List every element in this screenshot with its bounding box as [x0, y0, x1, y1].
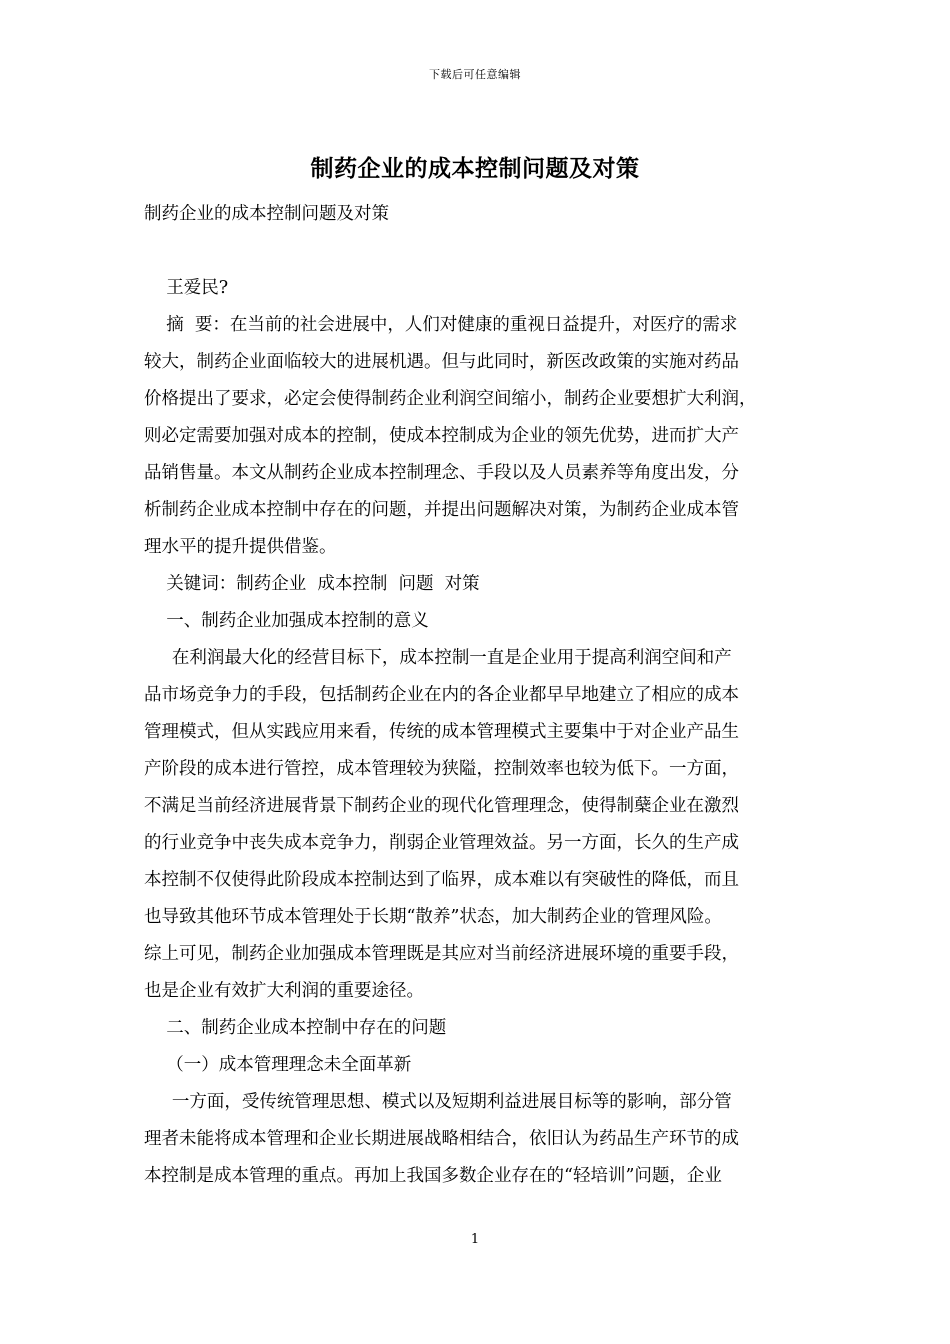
abstract-line: 品销售量。本文从制药企业成本控制理念、手段以及人员素养等角度出发，分: [144, 463, 739, 483]
paragraph-line: 本控制不仅使得此阶段成本控制达到了临界，成本难以有突破性的降低，而且: [144, 870, 739, 890]
abstract-line: 摘 要：在当前的社会进展中，人们对健康的重视日益提升，对医疗的需求: [144, 315, 738, 335]
page-number: 1: [470, 1232, 480, 1247]
abstract-line: 价格提出了要求，必定会使得制药企业利润空间缩小，制药企业要想扩大利润，: [144, 389, 757, 409]
paragraph-line: 管理模式，但从实践应用来看，传统的成本管理模式主要集中于对企业产品生: [144, 722, 739, 742]
section-heading: 二、制药企业成本控制中存在的问题: [144, 1018, 447, 1038]
document-title: 制药企业的成本控制问题及对策: [310, 156, 640, 182]
paragraph-line: 品市场竞争力的手段，包括制药企业在内的各企业都早早地建立了相应的成本: [144, 685, 739, 705]
paragraph-line: 也是企业有效扩大利润的重要途径。: [144, 981, 424, 1001]
paragraph-line: 也导致其他环节成本管理处于长期“散养”状态，加大制药企业的管理风险。: [144, 907, 722, 927]
paragraph-line: 不满足当前经济进展背景下制药企业的现代化管理理念，使得制蘖企业在激烈: [144, 796, 739, 816]
abstract-line: 理水平的提升提供借鉴。: [144, 537, 337, 557]
paragraph-line: 本控制是成本管理的重点。再加上我国多数企业存在的“轻培训”问题，企业: [144, 1166, 722, 1186]
abstract-line: 较大，制药企业面临较大的进展机遇。但与此同时，新医改政策的实施对药品: [144, 352, 739, 372]
abstract-line: 则必定需要加强对成本的控制，使成本控制成为企业的领先优势，进而扩大产: [144, 426, 739, 446]
subsection-heading: （一）成本管理理念未全面革新: [144, 1055, 412, 1075]
paragraph-line: 在利润最大化的经营目标下，成本控制一直是企业用于提高利润空间和产: [144, 648, 732, 668]
paragraph-line: 理者未能将成本管理和企业长期进展战略相结合，依旧认为药品生产环节的成: [144, 1129, 739, 1149]
paragraph-line: 的行业竞争中丧失成本竞争力，削弱企业管理效益。另一方面，长久的生产成: [144, 833, 739, 853]
section-heading: 一、制药企业加强成本控制的意义: [144, 611, 429, 631]
header-note: 下载后可任意编辑: [429, 68, 521, 81]
abstract-line: 析制药企业成本控制中存在的问题，并提出问题解决对策，为制药企业成本管: [144, 500, 739, 520]
paragraph-line: 综上可见，制药企业加强成本管理既是其应对当前经济进展环境的重要手段，: [144, 944, 739, 964]
subtitle-line: 制药企业的成本控制问题及对策: [144, 204, 389, 224]
paragraph-line: 产阶段的成本进行管控，成本管理较为狭隘，控制效率也较为低下。一方面，: [144, 759, 739, 779]
paragraph-line: 一方面，受传统管理思想、模式以及短期利益进展目标等的影响，部分管: [144, 1092, 732, 1112]
author-line: 王爱民?: [144, 278, 229, 298]
keywords-line: 关键词：制药企业 成本控制 问题 对策: [144, 574, 480, 594]
